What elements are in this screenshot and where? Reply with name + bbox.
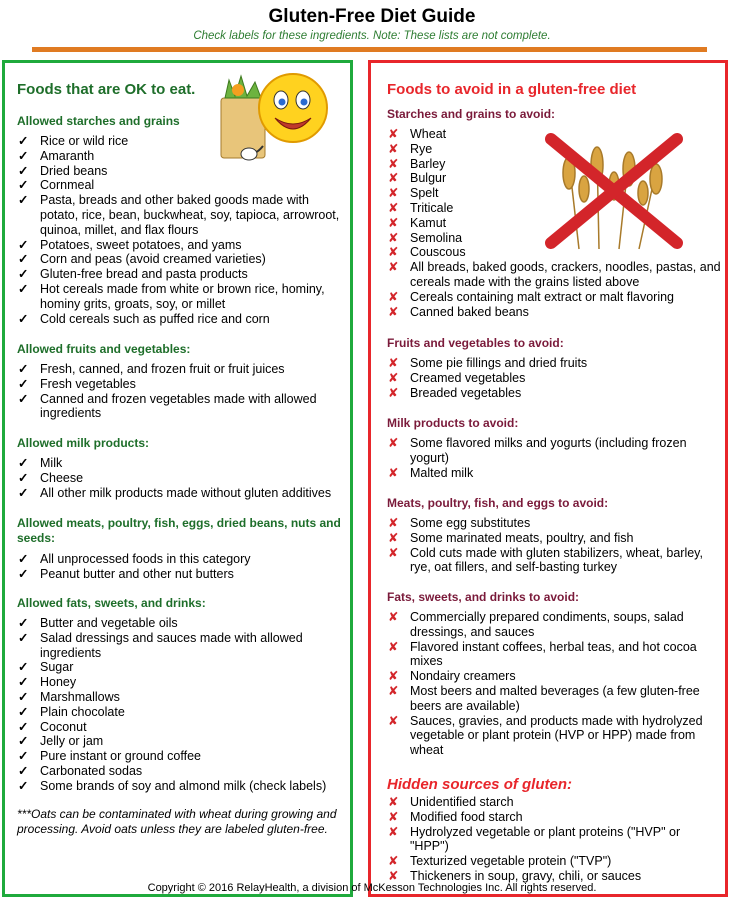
list-item: ✓ Fresh vegetables <box>17 377 349 392</box>
list-item: ✓ Potatoes, sweet potatoes, and yams <box>17 238 349 253</box>
allowed-milk-section <box>17 436 349 500</box>
list-item: ✘ Sauces, gravies, and products made with hydrolyzed vegetable or plant protein (HVP or HPP) made from wheat <box>387 714 722 758</box>
list-item: ✘ Some flavored milks and yogurts (including frozen yogurt) <box>387 436 722 466</box>
avoid-starches-list <box>387 127 722 319</box>
list-item: ✓ Marshmallows <box>17 690 349 705</box>
allowed-milk-list <box>17 456 349 500</box>
list-item: ✓ Sugar <box>17 660 349 675</box>
avoid-fruits-section <box>387 336 722 400</box>
list-item: ✘ Most beers and malted beverages (a few gluten-free beers are available) <box>387 684 722 714</box>
avoid-fats-section <box>387 590 722 758</box>
allowed-starches-section <box>17 114 349 326</box>
hidden-gluten-heading: Hidden sources of gluten: <box>387 776 573 793</box>
page-subtitle: Check labels for these ingredients. Note: These lists are not complete. <box>193 30 551 42</box>
list-item: ✘ Wheat <box>387 127 722 142</box>
avoid-fruits-heading: Fruits and vegetables to avoid: <box>387 336 564 350</box>
avoid-meats-list <box>387 516 722 575</box>
list-item: ✘ Couscous <box>387 245 722 260</box>
list-item: ✓ Pure instant or ground coffee <box>17 749 349 764</box>
avoid-milk-section <box>387 416 722 480</box>
list-item: ✓ Plain chocolate <box>17 705 349 720</box>
list-item: ✘ Unidentified starch <box>387 795 722 810</box>
hidden-gluten-list <box>387 795 722 884</box>
list-item: ✘ Kamut <box>387 216 722 231</box>
avoid-milk-heading: Milk products to avoid: <box>387 416 519 430</box>
list-item: ✘ Texturized vegetable protein ("TVP") <box>387 854 722 869</box>
allowed-meats-heading: Allowed meats, poultry, fish, eggs, dried beans, nuts and seeds: <box>17 516 341 545</box>
list-item: ✘ Barley <box>387 157 722 172</box>
allowed-fruits-section <box>17 342 349 421</box>
list-item: ✘ Some marinated meats, poultry, and fish <box>387 531 722 546</box>
list-item: ✓ All other milk products made without gluten additives <box>17 486 349 501</box>
list-item: ✓ Corn and peas (avoid creamed varieties) <box>17 252 349 267</box>
list-item: ✘ Rye <box>387 142 722 157</box>
list-item: ✓ Honey <box>17 675 349 690</box>
allowed-fruits-heading: Allowed fruits and vegetables: <box>17 342 191 356</box>
allowed-panel-title: Foods that are OK to eat. <box>17 81 196 98</box>
allowed-meats-section <box>17 516 349 582</box>
list-item: ✓ Carbonated sodas <box>17 764 349 779</box>
allowed-fats-section <box>17 596 349 794</box>
list-item: ✓ Rice or wild rice <box>17 134 349 149</box>
allowed-starches-heading: Allowed starches and grains <box>17 114 180 128</box>
avoid-starches-heading: Starches and grains to avoid: <box>387 107 556 121</box>
list-item: ✓ Canned and frozen vegetables made with allowed ingredients <box>17 392 349 422</box>
oats-note: ***Oats can be contaminated with wheat during growing and processing. Avoid oats unless they are labeled gluten-free. <box>17 807 337 836</box>
list-item: ✘ Triticale <box>387 201 722 216</box>
avoid-fats-list <box>387 610 722 758</box>
allowed-starches-list <box>17 134 349 326</box>
list-item: ✘ Spelt <box>387 186 722 201</box>
list-item: ✓ Salad dressings and sauces made with allowed ingredients <box>17 631 349 661</box>
list-item: ✘ Commercially prepared condiments, soups, salad dressings, and sauces <box>387 610 722 640</box>
list-item: ✓ Pasta, breads and other baked goods made with potato, rice, bean, buckwheat, soy, tapioca, arrowroot, quinoa, millet, and flax flours <box>17 193 349 237</box>
list-item: ✓ Milk <box>17 456 349 471</box>
list-item: ✓ All unprocessed foods in this category <box>17 552 349 567</box>
list-item: ✓ Amaranth <box>17 149 349 164</box>
copyright-notice: Copyright © 2016 RelayHealth, a division of McKesson Technologies Inc. All rights reserved. <box>147 882 597 894</box>
list-item: ✓ Dried beans <box>17 164 349 179</box>
page-title: Gluten-Free Diet Guide <box>268 6 476 27</box>
list-item: ✓ Some brands of soy and almond milk (check labels) <box>17 779 349 794</box>
header-divider <box>32 47 707 52</box>
list-item: ✓ Peanut butter and other nut butters <box>17 567 349 582</box>
allowed-fats-list <box>17 616 349 794</box>
list-item: ✘ Flavored instant coffees, herbal teas, and hot cocoa mixes <box>387 640 722 670</box>
list-item: ✘ All breads, baked goods, crackers, noodles, pastas, and cereals made with the grains listed above <box>387 260 722 290</box>
list-item: ✘ Thickeners in soup, gravy, chili, or sauces <box>387 869 722 884</box>
list-item: ✘ Canned baked beans <box>387 305 722 320</box>
list-item: ✓ Cornmeal <box>17 178 349 193</box>
list-item: ✘ Semolina <box>387 231 722 246</box>
list-item: ✘ Some egg substitutes <box>387 516 722 531</box>
list-item: ✓ Fresh, canned, and frozen fruit or fruit juices <box>17 362 349 377</box>
list-item: ✓ Jelly or jam <box>17 734 349 749</box>
allowed-milk-heading: Allowed milk products: <box>17 436 150 450</box>
list-item: ✘ Hydrolyzed vegetable or plant proteins ("HVP" or "HPP") <box>387 825 722 855</box>
list-item: ✘ Some pie fillings and dried fruits <box>387 356 722 371</box>
allowed-meats-list <box>17 552 349 582</box>
list-item: ✘ Creamed vegetables <box>387 371 722 386</box>
list-item: ✘ Breaded vegetables <box>387 386 722 401</box>
avoid-foods-panel <box>368 60 728 897</box>
list-item: ✓ Hot cereals made from white or brown rice, hominy, hominy grits, groats, soy, or millet <box>17 282 349 312</box>
hidden-gluten-section <box>387 776 722 884</box>
list-item: ✓ Cheese <box>17 471 349 486</box>
avoid-panel-title: Foods to avoid in a gluten-free diet <box>387 81 637 98</box>
allowed-foods-panel <box>2 60 353 897</box>
avoid-starches-section <box>387 107 722 319</box>
avoid-meats-heading: Meats, poultry, fish, and eggs to avoid: <box>387 496 609 510</box>
avoid-milk-list <box>387 436 722 480</box>
list-item: ✓ Coconut <box>17 720 349 735</box>
avoid-fruits-list <box>387 356 722 400</box>
avoid-fats-heading: Fats, sweets, and drinks to avoid: <box>387 590 580 604</box>
list-item: ✘ Modified food starch <box>387 810 722 825</box>
list-item: ✘ Bulgur <box>387 171 722 186</box>
list-item: ✘ Cold cuts made with gluten stabilizers, wheat, barley, rye, oat fillers, and self-basting turkey <box>387 546 722 576</box>
list-item: ✘ Cereals containing malt extract or malt flavoring <box>387 290 722 305</box>
list-item: ✓ Gluten-free bread and pasta products <box>17 267 349 282</box>
allowed-fats-heading: Allowed fats, sweets, and drinks: <box>17 596 206 610</box>
list-item: ✘ Malted milk <box>387 466 722 481</box>
allowed-fruits-list <box>17 362 349 421</box>
list-item: ✓ Butter and vegetable oils <box>17 616 349 631</box>
list-item: ✘ Nondairy creamers <box>387 669 722 684</box>
avoid-meats-section <box>387 496 722 575</box>
list-item: ✓ Cold cereals such as puffed rice and corn <box>17 312 349 327</box>
